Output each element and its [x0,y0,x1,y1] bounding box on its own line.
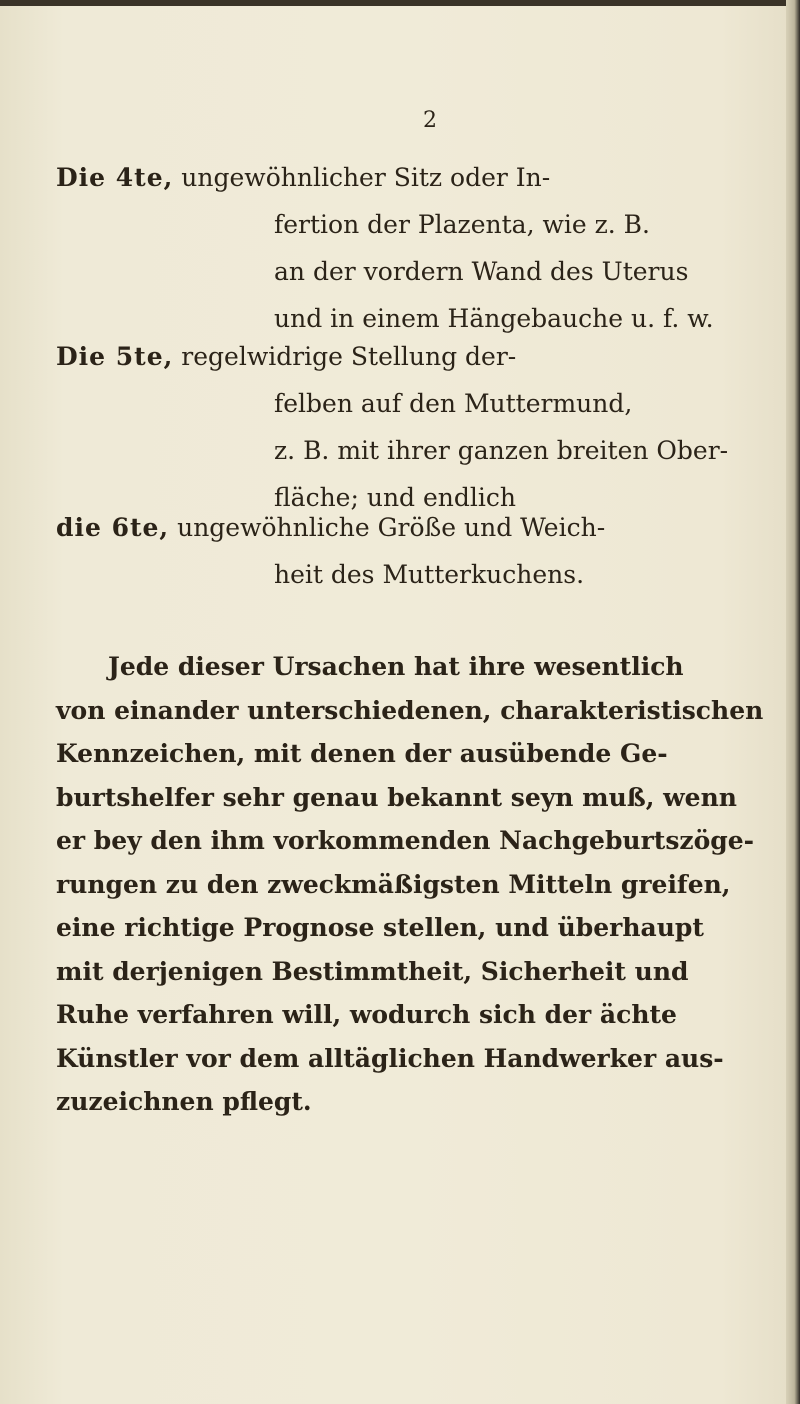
paragraph-line: rungen zu den zweckmäßigsten Mitteln greifen, [56,869,731,899]
list-item-6 [56,504,736,598]
item-lead: Die 5te, [56,342,174,371]
paragraph-line: Ruhe verfahren will, wodurch sich der ächte [56,1000,677,1029]
paragraph-line: zuzeichnen pflegt. [56,1087,312,1116]
item-line: ungewöhnliche Größe und Weich- [177,513,606,542]
item-lead: Die 4te, [56,163,174,192]
paragraph-line: er bey den ihm vorkommenden Nachgeburtszöge- [56,826,755,855]
page-binding-edge [786,0,800,1404]
item-line: an der vordern Wand des Uterus [274,257,689,286]
item-lead: die 6te, [56,513,170,542]
item-line: regelwidrige Stellung der- [181,342,517,371]
item-line: fläche; und endlich [274,483,516,512]
item-line: und in einem Hängebauche u. f. w. [274,304,714,333]
item-line: fertion der Plazenta, wie z. B. [274,210,650,239]
paragraph-line: Kennzeichen, mit denen der ausübende Ge- [56,739,668,768]
paragraph-line: burtshelfer sehr genau bekannt seyn muß, wenn [56,782,737,812]
paragraph-line: Jede dieser Ursachen hat ihre wesentlich [108,652,684,681]
page-number: 2 [423,108,437,133]
list-item-5 [56,333,736,521]
paragraph-line: Künstler vor dem alltäglichen Handwerker aus- [56,1043,724,1073]
item-line: z. B. mit ihrer ganzen breiten Ober- [274,436,729,465]
list-item-4 [56,154,736,342]
body-paragraph [56,645,764,1124]
page-top-edge [0,0,800,6]
paragraph-line: von einander unterschiedenen, charakteristischen [56,695,764,725]
item-line: heit des Mutterkuchens. [274,560,585,589]
item-line: felben auf den Muttermund, [274,389,633,418]
paragraph-line: mit derjenigen Bestimmtheit, Sicherheit und [56,956,689,986]
paragraph-line: eine richtige Prognose stellen, und überhaupt [56,913,704,942]
item-line: ungewöhnlicher Sitz oder In- [181,163,551,192]
